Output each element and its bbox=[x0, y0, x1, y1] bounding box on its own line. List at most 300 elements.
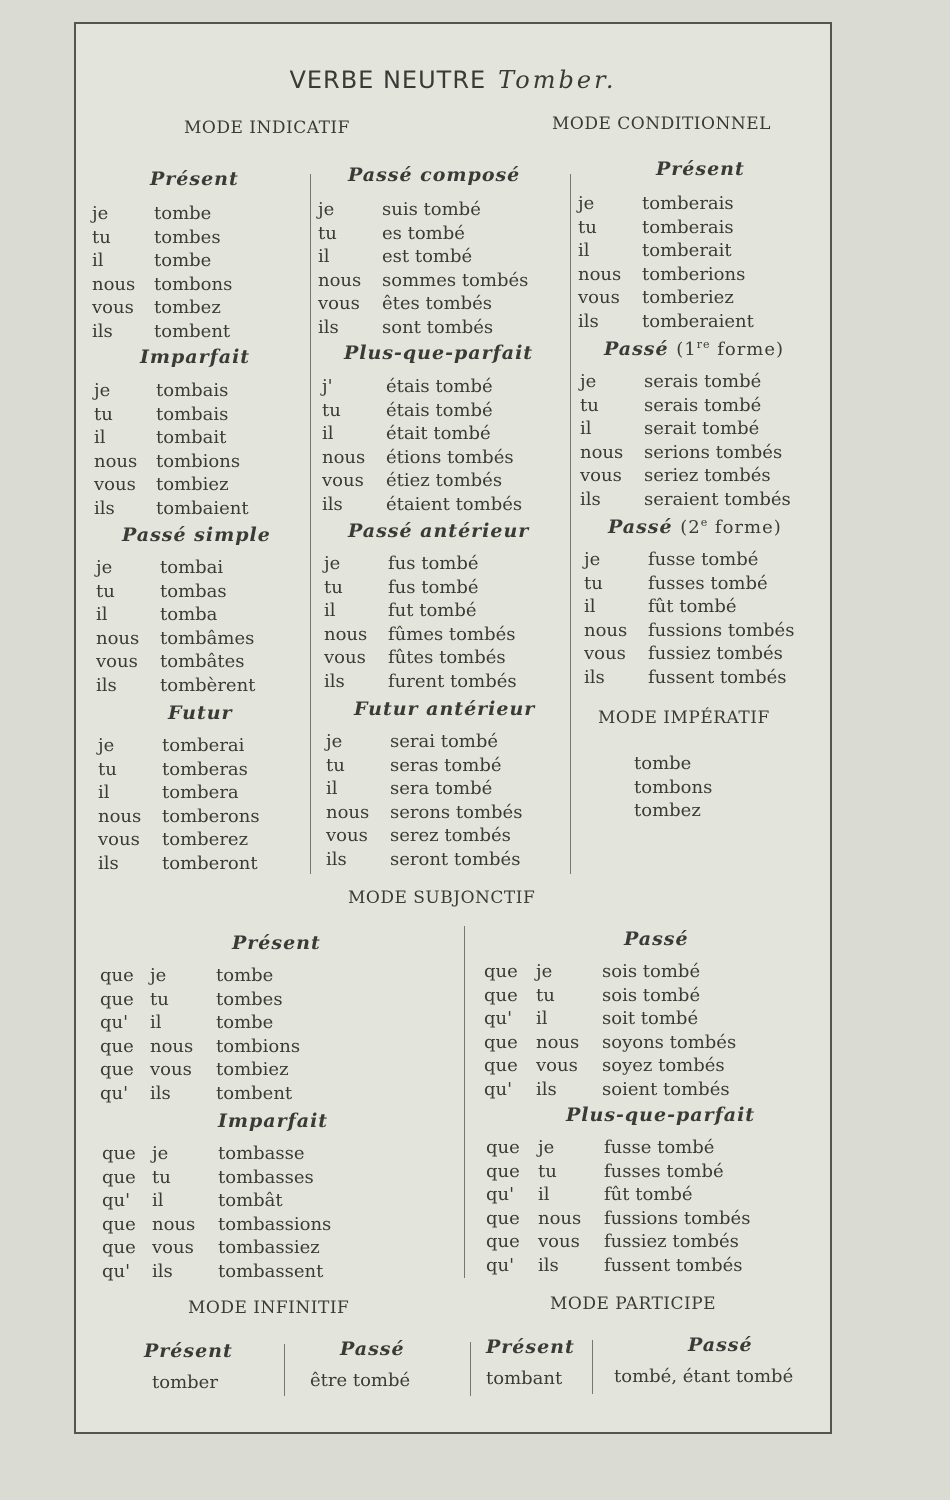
pronoun: il bbox=[538, 1184, 550, 1205]
que-particle: que bbox=[486, 1231, 520, 1252]
pronoun: il bbox=[92, 250, 104, 271]
pronoun: tu bbox=[578, 216, 597, 238]
pronoun: ils bbox=[580, 488, 601, 510]
verb-form: fus tombé bbox=[388, 553, 479, 574]
que-particle: que bbox=[102, 1237, 136, 1258]
verb-form: tombaient bbox=[156, 497, 249, 519]
conjugation-row bbox=[322, 399, 522, 423]
tense-heading: Futur bbox=[168, 702, 233, 724]
tense-name: Passé bbox=[608, 516, 673, 538]
verb-form: fusse tombé bbox=[604, 1137, 715, 1158]
verb-form: étaient tombés bbox=[386, 493, 523, 515]
verb-form: tombassent bbox=[218, 1260, 324, 1282]
pronoun: il bbox=[326, 778, 338, 799]
pronoun: vous bbox=[324, 647, 366, 668]
conjugation-row bbox=[580, 464, 791, 488]
conjugation-list bbox=[102, 1142, 331, 1283]
pronoun: tu bbox=[536, 984, 555, 1006]
verb-form: tomberez bbox=[162, 829, 249, 850]
tense-heading: Futur antérieur bbox=[354, 698, 536, 720]
verb-form: serais tombé bbox=[644, 371, 762, 392]
verb-form: serez tombés bbox=[390, 825, 511, 846]
verb-form: es tombé bbox=[382, 222, 465, 244]
conjugation-row bbox=[92, 249, 232, 273]
pronoun: tu bbox=[538, 1160, 557, 1182]
que-particle: que bbox=[486, 1207, 520, 1229]
column-divider bbox=[310, 174, 311, 874]
verb-form: tomberais bbox=[642, 216, 734, 238]
conjugation-row bbox=[324, 576, 517, 600]
conjugation-row bbox=[102, 1166, 331, 1190]
participe-passe-label: Passé bbox=[688, 1334, 753, 1356]
pronoun: tu bbox=[94, 403, 113, 425]
conjugation-row bbox=[102, 1236, 331, 1260]
verb-form: soyons tombés bbox=[602, 1031, 737, 1053]
conjugation-row bbox=[578, 239, 754, 263]
infinitif-passe-value: être tombé bbox=[310, 1370, 411, 1391]
conjugation-row bbox=[578, 310, 754, 334]
verb-form: êtes tombés bbox=[382, 293, 493, 314]
participe-present-label: Présent bbox=[486, 1336, 575, 1358]
verb-form: tombions bbox=[216, 1035, 301, 1057]
pronoun: j' bbox=[322, 376, 333, 397]
verb-form: tombait bbox=[156, 427, 227, 448]
conjugation-row bbox=[484, 1007, 736, 1031]
conjugation-row bbox=[318, 222, 528, 246]
conjugation-row bbox=[326, 824, 522, 848]
verb-form: fussent tombés bbox=[648, 666, 787, 688]
tense-heading: Présent bbox=[656, 158, 745, 180]
pronoun: il bbox=[150, 1012, 162, 1033]
pronoun: il bbox=[318, 246, 330, 267]
verb-form: tombe bbox=[154, 203, 212, 224]
pronoun: vous bbox=[578, 287, 620, 308]
verb-form: tombent bbox=[216, 1082, 293, 1104]
imperatif-form: tombe bbox=[634, 753, 692, 774]
pronoun: je bbox=[584, 549, 601, 570]
verb-form: tombasse bbox=[218, 1143, 305, 1164]
conjugation-row bbox=[484, 1031, 736, 1055]
pronoun: tu bbox=[580, 394, 599, 416]
verb-form: fusses tombé bbox=[648, 572, 768, 594]
forme-note-prefix: (1 bbox=[676, 339, 697, 360]
conjugation-row bbox=[584, 548, 794, 572]
pronoun: tu bbox=[92, 226, 111, 248]
pronoun: nous bbox=[96, 627, 140, 649]
pronoun: nous bbox=[152, 1213, 196, 1235]
conjugation-row bbox=[584, 619, 794, 643]
pronoun: tu bbox=[324, 576, 343, 598]
pronoun: je bbox=[536, 961, 553, 982]
conjugation-row bbox=[102, 1260, 331, 1284]
conjugation-row bbox=[580, 370, 791, 394]
verb-form: était tombé bbox=[386, 423, 491, 444]
pronoun: ils bbox=[92, 320, 113, 342]
pronoun: nous bbox=[324, 623, 368, 645]
pronoun: tu bbox=[322, 399, 341, 421]
verb-form: tombâtes bbox=[160, 651, 245, 672]
conjugation-row bbox=[94, 450, 249, 474]
conjugation-row bbox=[96, 580, 255, 604]
verb-form: fut tombé bbox=[388, 600, 477, 621]
conjugation-row bbox=[94, 403, 249, 427]
conjugation-row bbox=[584, 642, 794, 666]
column-divider bbox=[464, 926, 465, 1278]
pronoun: je bbox=[94, 380, 111, 401]
verb-form: fus tombé bbox=[388, 576, 479, 598]
pronoun: ils bbox=[322, 493, 343, 515]
pronoun: nous bbox=[580, 441, 624, 463]
conjugation-row bbox=[94, 473, 249, 497]
pronoun: je bbox=[98, 735, 115, 756]
que-particle: que bbox=[102, 1213, 136, 1235]
verb-form: tombons bbox=[154, 273, 233, 295]
pronoun: vous bbox=[322, 470, 364, 491]
pronoun: il bbox=[580, 418, 592, 439]
mode-participe-heading: MODE PARTICIPE bbox=[550, 1294, 717, 1314]
conjugation-row bbox=[324, 646, 517, 670]
conjugation-row bbox=[98, 805, 260, 829]
conjugation-row bbox=[92, 202, 232, 226]
pronoun: ils bbox=[318, 316, 339, 338]
participe-passe-value: tombé, étant tombé bbox=[614, 1366, 794, 1387]
verb-form: suis tombé bbox=[382, 199, 481, 220]
tense-heading: Passé composé bbox=[348, 164, 521, 186]
conjugation-row bbox=[484, 960, 736, 984]
imperatif-form: tombons bbox=[634, 776, 713, 798]
verb-form: serais tombé bbox=[644, 394, 762, 416]
pronoun: je bbox=[96, 557, 113, 578]
que-particle: qu' bbox=[484, 1008, 513, 1029]
imperatif-form: tombez bbox=[634, 800, 701, 821]
conjugation-row bbox=[322, 446, 522, 470]
verb-form: sommes tombés bbox=[382, 269, 529, 291]
conjugation-list bbox=[322, 375, 522, 516]
verb-form: serai tombé bbox=[390, 731, 499, 752]
conjugation-row bbox=[322, 422, 522, 446]
conjugation-row bbox=[96, 674, 255, 698]
conjugation-row bbox=[584, 666, 794, 690]
pronoun: il bbox=[152, 1190, 164, 1211]
pronoun: vous bbox=[584, 643, 626, 664]
conjugation-list bbox=[578, 192, 754, 333]
mode-infinitif-heading: MODE INFINITIF bbox=[188, 1298, 350, 1318]
column-divider bbox=[570, 174, 571, 874]
que-particle: que bbox=[486, 1137, 520, 1158]
conjugation-row bbox=[580, 394, 791, 418]
conjugation-row bbox=[324, 670, 517, 694]
verb-form: tomberas bbox=[162, 758, 248, 780]
verb-form: tomberaient bbox=[642, 310, 754, 332]
verb-form: tombas bbox=[160, 580, 227, 602]
column-divider bbox=[592, 1340, 593, 1394]
pronoun: vous bbox=[94, 474, 136, 495]
verb-form: tomberait bbox=[642, 240, 732, 261]
column-divider bbox=[470, 1342, 471, 1396]
verb-form: fût tombé bbox=[648, 596, 737, 617]
verb-form: tombasses bbox=[218, 1166, 314, 1188]
verb-form: sois tombé bbox=[602, 961, 701, 982]
pronoun: ils bbox=[150, 1082, 171, 1104]
conjugation-row bbox=[580, 441, 791, 465]
conjugation-row bbox=[96, 556, 255, 580]
que-particle: que bbox=[100, 988, 134, 1010]
pronoun: nous bbox=[98, 805, 142, 827]
verb-form: tombâmes bbox=[160, 627, 255, 649]
verb-form: fussiez tombés bbox=[648, 643, 783, 664]
pronoun: nous bbox=[318, 269, 362, 291]
pronoun: vous bbox=[326, 825, 368, 846]
verb-form: fusses tombé bbox=[604, 1160, 724, 1182]
conjugation-row bbox=[102, 1142, 331, 1166]
pronoun: je bbox=[318, 199, 335, 220]
tense-heading: Présent bbox=[150, 168, 239, 190]
conjugation-row bbox=[318, 245, 528, 269]
pronoun: je bbox=[578, 193, 595, 214]
conjugation-list bbox=[318, 198, 528, 339]
tense-heading: Plus-que-parfait bbox=[566, 1104, 756, 1126]
pronoun: nous bbox=[322, 446, 366, 468]
verb-form: tombera bbox=[162, 782, 239, 803]
verb-form: tombe bbox=[154, 250, 212, 271]
verb-form: tombes bbox=[154, 226, 221, 248]
verb-form: seras tombé bbox=[390, 754, 502, 776]
pronoun: vous bbox=[152, 1237, 194, 1258]
tense-heading: Imparfait bbox=[140, 346, 251, 368]
conjugation-row bbox=[484, 1078, 736, 1102]
forme-note bbox=[676, 339, 784, 360]
pronoun: tu bbox=[326, 754, 345, 776]
tense-heading bbox=[608, 516, 782, 538]
pronoun: nous bbox=[92, 273, 136, 295]
que-particle: que bbox=[486, 1160, 520, 1182]
pronoun: vous bbox=[580, 465, 622, 486]
verb-form: tomba bbox=[160, 604, 218, 625]
pronoun: vous bbox=[150, 1059, 192, 1080]
que-particle: qu' bbox=[486, 1184, 515, 1205]
que-particle: qu' bbox=[100, 1082, 129, 1104]
conjugation-row bbox=[578, 192, 754, 216]
participe-present-value: tombant bbox=[486, 1368, 563, 1389]
pronoun: ils bbox=[536, 1078, 557, 1100]
conjugation-row bbox=[100, 1058, 300, 1082]
conjugation-row bbox=[92, 226, 232, 250]
que-particle: que bbox=[484, 1055, 518, 1076]
verb-form: étais tombé bbox=[386, 399, 493, 421]
verb-form: tombent bbox=[154, 320, 231, 342]
tense-heading: Passé simple bbox=[122, 524, 271, 546]
verb-form: fussent tombés bbox=[604, 1254, 743, 1276]
conjugation-row bbox=[96, 627, 255, 651]
tense-heading bbox=[604, 338, 784, 360]
verb-form: étais tombé bbox=[386, 376, 493, 397]
pronoun: je bbox=[538, 1137, 555, 1158]
pronoun: je bbox=[326, 731, 343, 752]
conjugation-row bbox=[326, 754, 522, 778]
pronoun: vous bbox=[538, 1231, 580, 1252]
conjugation-row bbox=[578, 286, 754, 310]
pronoun: je bbox=[580, 371, 597, 392]
infinitif-present-label: Présent bbox=[144, 1340, 233, 1362]
pronoun: il bbox=[536, 1008, 548, 1029]
conjugation-row bbox=[324, 623, 517, 647]
forme-note bbox=[680, 517, 782, 538]
conjugation-row bbox=[98, 781, 260, 805]
verb-form: tombions bbox=[156, 450, 241, 472]
conjugation-list bbox=[98, 734, 260, 875]
verb-form: tomberions bbox=[642, 263, 746, 285]
mode-imperatif-heading: MODE IMPÉRATIF bbox=[598, 708, 770, 728]
pronoun: nous bbox=[584, 619, 628, 641]
verb-form: tomberont bbox=[162, 852, 258, 874]
pronoun: il bbox=[322, 423, 334, 444]
conjugation-row bbox=[96, 603, 255, 627]
conjugation-row bbox=[92, 296, 232, 320]
verb-form: serait tombé bbox=[644, 418, 760, 439]
que-particle: qu' bbox=[102, 1190, 131, 1211]
pronoun: vous bbox=[92, 297, 134, 318]
verb-form: serons tombés bbox=[390, 801, 523, 823]
pronoun: nous bbox=[536, 1031, 580, 1053]
column-divider bbox=[284, 1344, 285, 1396]
conjugation-row bbox=[324, 552, 517, 576]
pronoun: je bbox=[152, 1143, 169, 1164]
verb-form: fûmes tombés bbox=[388, 623, 516, 645]
conjugation-row bbox=[486, 1136, 750, 1160]
que-particle: que bbox=[100, 1059, 134, 1080]
pronoun: ils bbox=[584, 666, 605, 688]
mode-conditionnel-heading: MODE CONDITIONNEL bbox=[552, 114, 771, 134]
title-prefix: VERBE NEUTRE bbox=[289, 66, 487, 94]
conjugation-row bbox=[100, 1082, 300, 1106]
page-title bbox=[76, 66, 830, 94]
verb-form: fussions tombés bbox=[648, 619, 795, 641]
tense-heading: Passé bbox=[624, 928, 689, 950]
verb-form: tombais bbox=[156, 403, 229, 425]
que-particle: que bbox=[100, 1035, 134, 1057]
conjugation-row bbox=[92, 320, 232, 344]
pronoun: nous bbox=[150, 1035, 194, 1057]
verb-form: tomberiez bbox=[642, 287, 734, 308]
que-particle: que bbox=[484, 984, 518, 1006]
conjugation-row bbox=[486, 1160, 750, 1184]
que-particle: que bbox=[100, 965, 134, 986]
conjugation-list bbox=[580, 370, 791, 511]
tense-heading: Imparfait bbox=[218, 1110, 329, 1132]
verb-form: fussiez tombés bbox=[604, 1231, 739, 1252]
pronoun: ils bbox=[94, 497, 115, 519]
verb-form: furent tombés bbox=[388, 670, 517, 692]
pronoun: il bbox=[324, 600, 336, 621]
que-particle: qu' bbox=[484, 1078, 513, 1100]
conjugation-row bbox=[100, 1011, 300, 1035]
conjugation-row bbox=[584, 595, 794, 619]
conjugation-row bbox=[100, 988, 300, 1012]
verb-form: tombes bbox=[216, 988, 283, 1010]
conjugation-row bbox=[326, 777, 522, 801]
verb-form: tombais bbox=[156, 380, 229, 401]
verb-form: tombe bbox=[216, 965, 274, 986]
conjugation-row bbox=[486, 1207, 750, 1231]
conjugation-row bbox=[100, 1035, 300, 1059]
conjugation-row bbox=[94, 497, 249, 521]
conjugation-row bbox=[326, 848, 522, 872]
verb-form: tombiez bbox=[216, 1059, 289, 1080]
conjugation-row bbox=[580, 417, 791, 441]
forme-note-suffix: forme) bbox=[708, 517, 782, 538]
conjugation-row bbox=[102, 1213, 331, 1237]
conjugation-list bbox=[92, 202, 232, 343]
pronoun: tu bbox=[96, 580, 115, 602]
verb-form: soyez tombés bbox=[602, 1055, 725, 1076]
verb-form: seraient tombés bbox=[644, 488, 791, 510]
verb-form: est tombé bbox=[382, 246, 473, 267]
conjugation-list bbox=[324, 552, 517, 693]
verb-form: seront tombés bbox=[390, 848, 521, 870]
verb-form: fusse tombé bbox=[648, 549, 759, 570]
verb-form: soient tombés bbox=[602, 1078, 730, 1100]
pronoun: ils bbox=[324, 670, 345, 692]
conjugation-row bbox=[322, 375, 522, 399]
forme-note-prefix: (2 bbox=[680, 517, 701, 538]
conjugation-row bbox=[318, 198, 528, 222]
verb-form: tombassiez bbox=[218, 1237, 320, 1258]
verb-form: serions tombés bbox=[644, 441, 783, 463]
conjugation-row bbox=[486, 1230, 750, 1254]
verb-form: tombèrent bbox=[160, 674, 256, 696]
verb-form: fussions tombés bbox=[604, 1207, 751, 1229]
conjugation-row bbox=[322, 469, 522, 493]
pronoun: vous bbox=[96, 651, 138, 672]
verb-form: tombassions bbox=[218, 1213, 332, 1235]
pronoun: vous bbox=[98, 829, 140, 850]
verb-form: sera tombé bbox=[390, 778, 493, 799]
conjugation-row bbox=[98, 734, 260, 758]
title-verb: Tomber. bbox=[498, 66, 617, 94]
que-particle: qu' bbox=[486, 1254, 515, 1276]
conjugation-row bbox=[318, 292, 528, 316]
pronoun: ils bbox=[326, 848, 347, 870]
conjugation-row bbox=[98, 828, 260, 852]
que-particle: qu' bbox=[102, 1260, 131, 1282]
conjugation-row bbox=[326, 730, 522, 754]
pronoun: nous bbox=[538, 1207, 582, 1229]
verb-form: étions tombés bbox=[386, 446, 514, 468]
conjugation-row bbox=[94, 379, 249, 403]
conjugation-row bbox=[318, 316, 528, 340]
conjugation-list bbox=[96, 556, 255, 697]
imperatif-list bbox=[634, 752, 712, 823]
verb-form: tombai bbox=[160, 557, 224, 578]
conjugation-row bbox=[98, 758, 260, 782]
conjugation-row bbox=[92, 273, 232, 297]
conjugation-row bbox=[324, 599, 517, 623]
tense-heading: Passé antérieur bbox=[348, 520, 530, 542]
conjugation-list bbox=[326, 730, 522, 871]
conjugation-row bbox=[96, 650, 255, 674]
conjugation-list bbox=[584, 548, 794, 689]
verb-form: soit tombé bbox=[602, 1008, 699, 1029]
pronoun: tu bbox=[152, 1166, 171, 1188]
pronoun: nous bbox=[578, 263, 622, 285]
conjugation-row bbox=[486, 1183, 750, 1207]
pronoun: nous bbox=[326, 801, 370, 823]
infinitif-present-value: tomber bbox=[152, 1372, 218, 1393]
que-particle: que bbox=[102, 1166, 136, 1188]
forme-note-suffix: forme) bbox=[710, 339, 785, 360]
verb-form: tombez bbox=[154, 297, 221, 318]
tense-name: Passé bbox=[604, 338, 669, 360]
